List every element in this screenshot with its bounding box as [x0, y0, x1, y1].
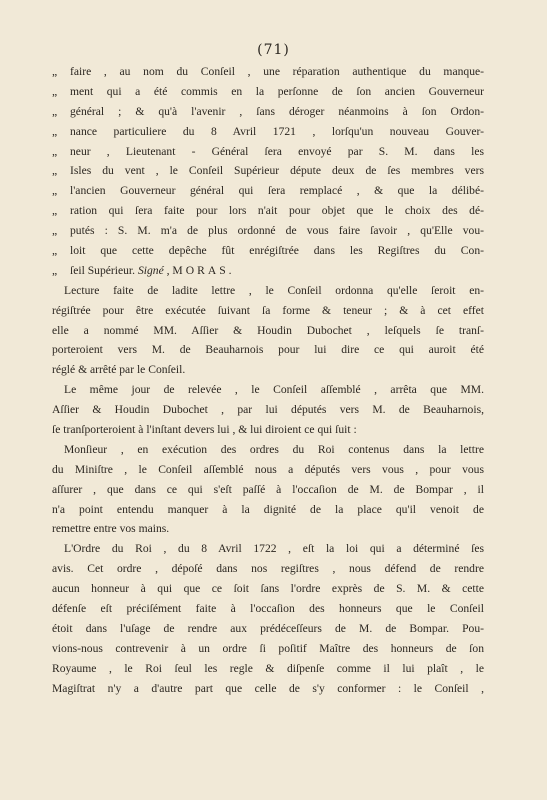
quoted-line: „ faire , au nom du Conſeil , une réparation authentique du manque-	[52, 62, 484, 82]
text-line: porteroient vers M. de Beauharnois pour lui dire ce qui auroit été	[52, 343, 484, 357]
text-line: elle a nommé MM. Aſſier & Houdin Dubochet , leſquels ſe tranſ-	[52, 323, 484, 337]
quoted-line: „ Isles du vent , le Conſeil Supérieur députe deux de ſes membres vers	[52, 161, 484, 181]
quoted-line-text: ſeil Supérieur.	[70, 263, 136, 277]
quoted-line: „ ment qui a été commis en la perſonne de ſon ancien Gouverneur	[52, 82, 484, 102]
text-line: du Miniſtre , le Conſeil aſſemblé nous a députés vers vous , pour vous	[52, 462, 484, 476]
text-line: étoit dans l'uſage de rendre aux prédéceſſeurs de M. de Bompar. Pou-	[52, 621, 484, 635]
page-number: (71)	[257, 42, 290, 58]
text-line: régiſtrée pour être exécutée ſuivant ſa forme & teneur ; & à cet effet	[52, 303, 484, 317]
text-line: vions-nous contrevenir à un ordre ſi poſitif Maître des honneurs de ſon	[52, 641, 484, 655]
quoted-line: „ neur , Lieutenant - Général ſera envoyé par S. M. dans les	[52, 142, 484, 162]
text-line: Royaume , le Roi ſeul les regle & diſpenſe comme il lui plaît , le	[52, 661, 484, 675]
text-line: ſe tranſporteroient à l'inſtant devers lui , & lui diroient ce qui ſuit :	[52, 423, 357, 437]
quoted-letter	[52, 62, 484, 281]
quoted-line: „ général ; & qu'à l'avenir , ſans déroger néanmoins à ſon Ordon-	[52, 102, 484, 122]
page-text	[52, 62, 484, 699]
text-line: remettre entre vos mains.	[52, 522, 170, 536]
signatory-name: MORAS.	[172, 263, 235, 277]
text-line: Le même jour de relevée , le Conſeil aſſemblé , arrêta que MM.	[64, 383, 484, 397]
text-line: aucun honneur à qui que ce ſoit ſans l'ordre exprès de S. M. & cette	[52, 582, 484, 596]
text-line: L'Ordre du Roi , du 8 Avril 1722 , eſt la loi qui a déterminé ſes	[64, 542, 484, 556]
quoted-line: „ ration qui ſera faite pour lors n'ait pour objet que le choix des dé-	[52, 201, 484, 221]
paragraph-ordre	[52, 539, 484, 698]
text-line: Magiſtrat n'y a d'autre part que celle de s'y conformer : le Conſeil ,	[52, 681, 484, 695]
text-line: Monſieur , en exécution des ordres du Roi contenus dans la lettre	[64, 442, 484, 456]
text-line: Lecture faite de ladite lettre , le Conſeil ordonna qu'elle ſeroit en-	[64, 283, 484, 297]
quoted-line: „ putés : S. M. m'a de plus ordonné de vous faire ſavoir , qu'Elle vou-	[52, 221, 484, 241]
signed-label: Signé ,	[137, 263, 170, 277]
text-line: avis. Cet ordre , dépoſé dans nos regiſtres , nous défend de rendre	[52, 562, 484, 576]
quoted-line: „ l'ancien Gouverneur général qui ſera remplacé , & que la délibé-	[52, 181, 484, 201]
text-line: réglé & arrêté par le Conſeil.	[52, 363, 186, 377]
quoted-line: „ nance particuliere du 8 Avril 1721 , lorſqu'un nouveau Gouver-	[52, 122, 484, 142]
paragraph-monsieur	[52, 440, 484, 539]
paragraph-lecture	[52, 281, 484, 380]
text-line: aſſurer , que dans ce qui s'eſt paſſé à l'occaſion de M. de Bompar , il	[52, 482, 484, 496]
quoted-signature-line	[52, 261, 484, 281]
paragraph-releve	[52, 380, 484, 440]
text-line: défenſe eſt préciſément faite à l'occaſion des honneurs que le Conſeil	[52, 602, 484, 616]
text-line: n'a point entendu manquer à la dignité de la place qu'il venoit de	[52, 502, 484, 516]
text-line: Aſſier & Houdin Dubochet , par lui députés vers M. de Beauharnois,	[52, 403, 484, 417]
quoted-line: „ loit que cette depêche fût enrégiſtrée dans les Regiſtres du Con-	[52, 241, 484, 261]
